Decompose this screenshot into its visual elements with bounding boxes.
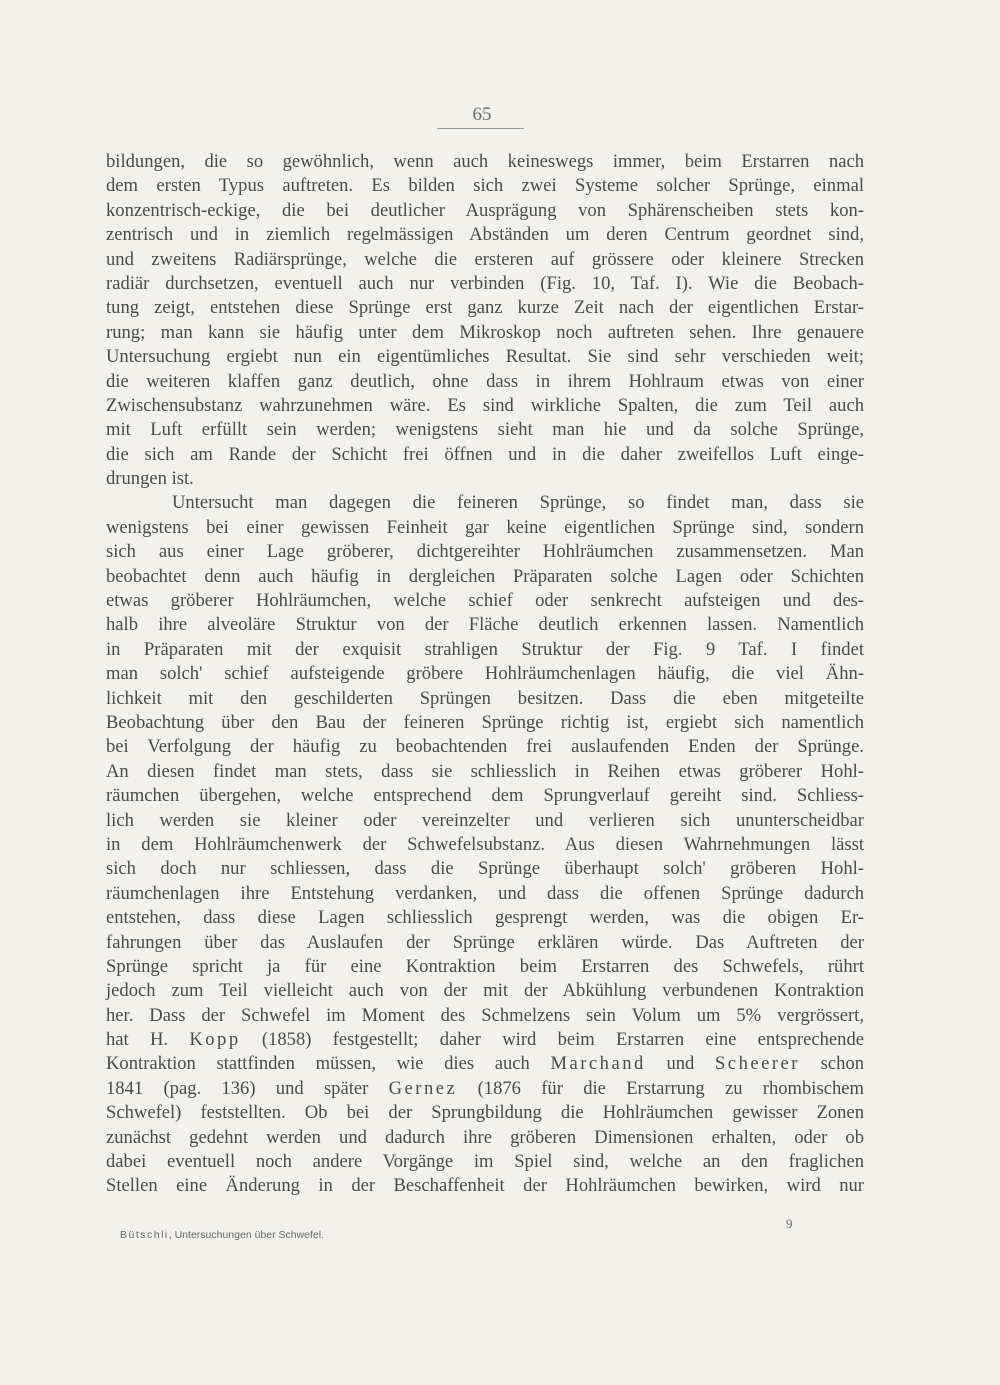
author-name-scheerer: Scheerer — [714, 1053, 801, 1075]
text-line: dabei eventuell noch andere Vorgänge im Spiel sind, welche an den fraglichen — [106, 1151, 864, 1173]
text-line: An diesen findet man stets, dass sie schliesslich in Reihen etwas gröberer Hohl- — [106, 760, 864, 782]
author-name-kopp: Kopp — [189, 1029, 241, 1051]
text-line: jedoch zum Teil vielleicht auch von der mit der Abkühlung verbundenen Kontraktion — [106, 980, 864, 1002]
text-line: Sprünge spricht ja für eine Kontraktion beim Erstarren des Schwefels, rührt — [106, 955, 864, 977]
text-line: man solch' schief aufsteigende gröbere Hohlräumchenlagen häufig, die viel Ähn- — [106, 663, 864, 685]
text-line: radiär durchsetzen, eventuell auch nur verbinden (Fig. 10, Taf. I). Wie die Beobach- — [106, 272, 864, 294]
text-line: lich werden sie kleiner oder vereinzelter und verlieren sich ununterscheidbar — [106, 809, 864, 831]
text-line: konzentrisch-eckige, die bei deutlicher Ausprägung von Sphärenscheiben stets kon- — [106, 199, 864, 221]
text-line: Kontraktion stattfinden müssen, wie dies auch Marchand und Scheerer schon — [106, 1053, 865, 1075]
text-line: räumchen übergehen, welche entsprechend dem Sprungverlauf gereiht sind. Schliess- — [106, 785, 864, 807]
author-name-gernez: Gernez — [388, 1077, 458, 1099]
text-line: in Präparaten mit der exquisit strahligen Struktur der Fig. 9 Taf. I findet — [106, 638, 864, 660]
text-line: drungen ist. — [106, 468, 194, 490]
text-line: bei Verfolgung der häufig zu beobachtenden frei auslaufenden Enden der Sprünge. — [106, 736, 864, 758]
text-line: sich doch nur schliessen, dass die Sprünge überhaupt solch' gröberen Hohl- — [106, 858, 864, 880]
text-line: dem ersten Typus auftreten. Es bilden sich zwei Systeme solcher Sprünge, einmal — [106, 175, 864, 197]
text-line: hat H. Kopp (1858) festgestellt; daher wird beim Erstarren eine entsprechende — [106, 1029, 864, 1051]
text-line: und zweitens Radiärsprünge, welche die ersteren auf grössere oder kleinere Strecken — [106, 248, 864, 270]
text-line: Stellen eine Änderung in der Beschaffenheit der Hohlräumchen bewirken, wird nur — [106, 1175, 864, 1197]
text-line: wenigstens bei einer gewissen Feinheit gar keine eigentlichen Sprünge sind, sondern — [106, 516, 864, 538]
text-line: lichkeit mit den geschilderten Sprüngen besitzen. Dass die eben mitgeteilte — [106, 687, 864, 709]
text-line: 1841 (pag. 136) und später Gernez (1876 für die Erstarrung zu rhombischem — [106, 1077, 864, 1099]
text-line: die weiteren klaffen ganz deutlich, ohne dass in ihrem Hohlraum etwas von einer — [106, 370, 864, 392]
page-number: 65 — [472, 104, 492, 125]
text-line: räumchenlagen ihre Entstehung verdanken, und dass die offenen Sprünge dadurch — [106, 882, 864, 904]
text-line: in dem Hohlräumchenwerk der Schwefelsubstanz. Aus diesen Wahrnehmungen lässt — [106, 833, 864, 855]
text-line: bildungen, die so gewöhnlich, wenn auch keineswegs immer, beim Erstarren nach — [106, 151, 864, 172]
text-line: die sich am Rande der Schicht frei öffnen und in die daher zweifellos Luft einge- — [106, 443, 864, 465]
text-line: mit Luft erfüllt sein werden; wenigstens sieht man hie und da solche Sprünge, — [106, 419, 864, 441]
text-line: Untersuchung ergiebt nun ein eigentümliches Resultat. Sie sind sehr verschieden weit; — [106, 346, 864, 368]
text-line: halb ihre alveoläre Struktur von der Fläche deutlich erkennen lassen. Namentlich — [106, 614, 864, 636]
sheet-signature: 9 — [786, 1216, 793, 1231]
text-line: Zwischensubstanz wahrzunehmen wäre. Es sind wirkliche Spalten, die zum Teil auch — [106, 394, 864, 416]
body-text — [106, 150, 864, 1199]
text-line: zentrisch und in ziemlich regelmässigen Abständen um deren Centrum geordnet sind, — [106, 224, 864, 246]
text-line: tung zeigt, entstehen diese Sprünge erst ganz kurze Zeit nach der eigentlichen Erstar- — [106, 297, 864, 319]
footer-signature-line — [120, 1229, 324, 1241]
text-line: etwas gröberer Hohlräumchen, welche schief oder senkrecht aufsteigen und des- — [106, 590, 864, 612]
text-line: Schwefel) feststellten. Ob bei der Sprungbildung die Hohlräumchen gewisser Zonen — [106, 1102, 864, 1124]
text-line: fahrungen über das Auslaufen der Sprünge erklären würde. Das Auftreten der — [106, 931, 864, 953]
paragraph-first-line: Untersucht man dagegen die feineren Sprünge, so findet man, dass sie — [172, 492, 864, 514]
text-line: zunächst gedehnt werden und dadurch ihre gröberen Dimensionen erhalten, oder ob — [106, 1126, 864, 1148]
text-line: her. Dass der Schwefel im Moment des Schmelzens sein Volum um 5% vergrössert, — [106, 1004, 864, 1026]
text-line: Beobachtung über den Bau der feineren Sprünge richtig ist, ergiebt sich namentlich — [106, 711, 864, 733]
author-name-marchand: Marchand — [550, 1053, 646, 1075]
text-line: sich aus einer Lage gröberer, dichtgereihter Hohlräumchen zusammensetzen. Man — [106, 541, 864, 563]
header-rule — [437, 128, 524, 129]
text-line: rung; man kann sie häufig unter dem Mikroskop noch auftreten sehen. Ihre genauere — [106, 321, 864, 343]
footer-author: Bütschli — [120, 1229, 169, 1241]
text-line: beobachtet denn auch häufig in dergleichen Präparaten solche Lagen oder Schichten — [106, 565, 864, 587]
text-line: entstehen, dass diese Lagen schliesslich gesprengt werden, was die obigen Er- — [106, 907, 864, 929]
footer-title: , Untersuchungen über Schwefel. — [168, 1229, 325, 1241]
